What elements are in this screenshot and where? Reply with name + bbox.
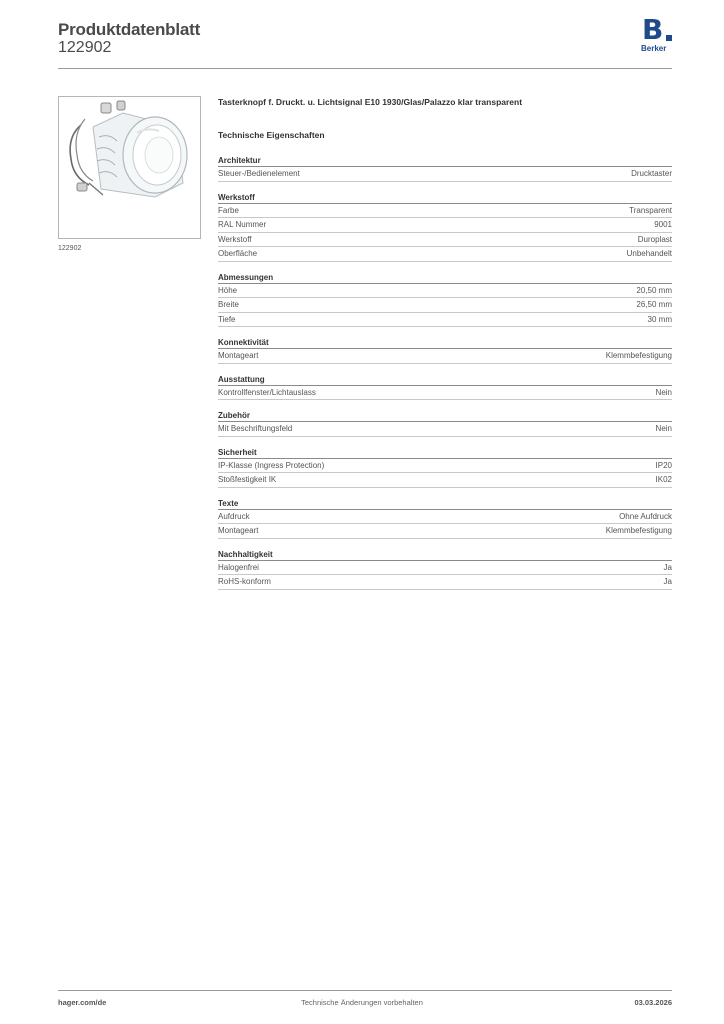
property-sections	[218, 154, 672, 590]
footer-notice: Technische Änderungen vorbehalten	[301, 998, 423, 1007]
property-row	[218, 167, 672, 182]
property-value: 9001	[654, 220, 672, 229]
property-row	[218, 204, 672, 219]
property-row	[218, 284, 672, 299]
property-section	[218, 336, 672, 364]
section-title: Architektur	[218, 154, 672, 167]
footer-divider	[58, 990, 672, 991]
property-section	[218, 154, 672, 182]
property-row	[218, 298, 672, 313]
page-title: Produktdatenblatt	[58, 20, 201, 39]
logo-text: Berker	[641, 44, 667, 53]
property-label: Halogenfrei	[218, 562, 259, 572]
property-value: 26,50 mm	[636, 300, 672, 309]
property-label: Mit Beschriftungsfeld	[218, 424, 293, 433]
property-value: Ohne Aufdruck	[619, 511, 672, 521]
section-title: Werkstoff	[218, 191, 672, 204]
property-label: Stoßfestigkeit IK	[218, 475, 277, 484]
property-label: Aufdruck	[218, 511, 250, 521]
section-title: Sicherheit	[218, 446, 672, 459]
property-row	[218, 459, 672, 474]
property-label: Breite	[218, 300, 239, 309]
property-row	[218, 561, 672, 576]
footer-website[interactable]: hager.com/de	[58, 998, 107, 1007]
property-row	[218, 510, 672, 525]
property-section	[218, 271, 672, 328]
property-row	[218, 575, 672, 590]
property-label: Montageart	[218, 526, 259, 535]
property-value: Transparent	[629, 205, 672, 215]
property-row	[218, 349, 672, 364]
property-value: Nein	[655, 387, 672, 397]
property-value: Ja	[663, 562, 672, 572]
section-title: Abmessungen	[218, 271, 672, 284]
property-row	[218, 233, 672, 248]
property-label: Werkstoff	[218, 234, 252, 244]
property-label: Kontrollfenster/Lichtauslass	[218, 387, 316, 397]
property-label: Steuer-/Bedienelement	[218, 169, 300, 178]
property-value: IK02	[655, 475, 672, 484]
property-value: 30 mm	[647, 314, 672, 324]
section-title: Nachhaltigkeit	[218, 548, 672, 561]
logo-dot	[666, 35, 672, 41]
property-row	[218, 313, 672, 328]
property-row	[218, 473, 672, 488]
property-value: Unbehandelt	[626, 249, 672, 258]
property-label: Montageart	[218, 351, 259, 360]
property-label: Höhe	[218, 285, 238, 295]
property-section	[218, 191, 672, 262]
product-number: 122902	[58, 39, 112, 56]
push-button-cap-icon	[59, 97, 200, 238]
property-label: IP-Klasse (Ingress Protection)	[218, 460, 325, 470]
section-title: Ausstattung	[218, 373, 672, 386]
product-image	[58, 96, 201, 239]
property-section	[218, 497, 672, 539]
property-value: Klemmbefestigung	[605, 351, 672, 360]
property-value: 20,50 mm	[636, 285, 672, 295]
property-row	[218, 386, 672, 401]
property-label: RoHS-konform	[218, 577, 271, 586]
property-value: IP20	[655, 460, 672, 470]
property-value: Ja	[663, 577, 672, 586]
logo-mark: B	[642, 13, 664, 46]
property-section	[218, 373, 672, 401]
property-section	[218, 409, 672, 437]
property-value: Nein	[655, 424, 672, 433]
product-name: Tasterknopf f. Druckt. u. Lichtsignal E10 1930/Glas/Palazzo klar transparent	[218, 97, 523, 107]
property-section	[218, 548, 672, 590]
image-caption: 122902	[58, 245, 82, 252]
property-value: Drucktaster	[631, 169, 672, 178]
header-divider	[58, 68, 672, 69]
section-title: Texte	[218, 497, 672, 510]
section-title: Konnektivität	[218, 336, 672, 349]
property-section	[218, 446, 672, 488]
property-row	[218, 247, 672, 262]
property-row	[218, 422, 672, 437]
property-label: Tiefe	[218, 314, 236, 324]
berker-logo	[640, 13, 674, 54]
property-label: Farbe	[218, 205, 239, 215]
technical-properties-heading: Technische Eigenschaften	[218, 130, 325, 140]
property-label: RAL Nummer	[218, 220, 267, 229]
property-value: Klemmbefestigung	[605, 526, 672, 535]
property-label: Oberfläche	[218, 249, 258, 258]
datasheet-content	[218, 95, 672, 590]
footer-date: 03.03.2026	[634, 998, 672, 1007]
property-row	[218, 218, 672, 233]
section-title: Zubehör	[218, 409, 672, 422]
property-row	[218, 524, 672, 539]
property-value: Duroplast	[637, 234, 672, 244]
